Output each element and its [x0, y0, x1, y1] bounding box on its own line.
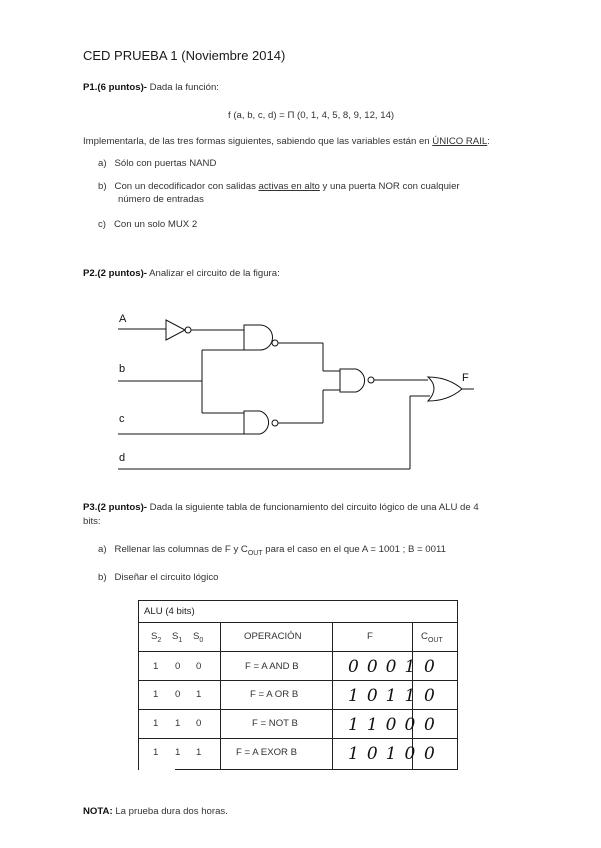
p1-item-c: c) Con un solo MUX 2 [98, 219, 198, 230]
row1-cout-handwritten: 0 [424, 657, 443, 677]
table-border-right [457, 600, 458, 770]
p2-label: P2.(2 puntos)- [83, 268, 147, 279]
row3-op: F = NOT B [252, 718, 298, 729]
table-border-top [138, 600, 458, 601]
row4-cout-handwritten: 0 [424, 744, 443, 764]
row3-f-handwritten: 1100 [348, 715, 424, 735]
note-label: NOTA: [83, 806, 113, 817]
row2-s2: 1 [153, 689, 159, 700]
row1-s1: 0 [175, 661, 181, 672]
row4-f-handwritten: 1010 [348, 744, 424, 764]
header-s2: $S_2$ [151, 631, 162, 644]
note-text: La prueba dura dos horas. [115, 806, 228, 817]
header-f: F [367, 631, 373, 642]
p1-item-b: b) Con un decodificador con salidas activas en alto y una puerta NOR con cualquier [98, 181, 460, 192]
row1-f-handwritten: 0001 [348, 657, 424, 677]
p1-label: P1.(6 puntos)- [83, 82, 147, 93]
row4-s0: 1 [196, 747, 202, 758]
row2-op: F = A OR B [250, 689, 299, 700]
table-row-line-1 [138, 651, 458, 652]
p3-text-line2: bits: [83, 516, 101, 527]
table-row-line-4 [138, 738, 458, 739]
p1-item-a: a) Sólo con puertas NAND [98, 158, 217, 169]
row2-s0: 1 [196, 689, 202, 700]
footer-note [83, 806, 228, 817]
row3-cout-handwritten: 0 [424, 715, 443, 735]
row4-s1: 1 [175, 747, 181, 758]
row3-s0: 0 [196, 718, 202, 729]
p1-function: f (a, b, c, d) = Π (0, 1, 4, 5, 8, 9, 12, 14) [228, 110, 395, 121]
table-col-line-2 [332, 622, 333, 770]
header-s1: $S_1$ [172, 631, 183, 644]
table-row-line-3 [138, 709, 458, 710]
p2-text: Analizar el circuito de la figura: [149, 268, 280, 279]
input-label-b: b [119, 363, 126, 375]
row3-s1: 1 [175, 718, 181, 729]
row1-s0: 0 [196, 661, 202, 672]
table-border-left [138, 600, 139, 770]
input-label-d: d [119, 452, 126, 464]
table-row-line-2 [138, 680, 458, 681]
document-title: CED PRUEBA 1 (Noviembre 2014) [83, 48, 286, 63]
p3-item-a: a) Rellenar las columnas de F y $C_{OUT}$ para el caso en el que A = 1001 ; B = 0011 [98, 544, 446, 557]
table-bottom-line [175, 769, 458, 770]
p3-item-b: b) Diseñar el circuito lógico [98, 572, 219, 583]
row2-s1: 0 [175, 689, 181, 700]
table-header-line [138, 622, 458, 623]
input-label-a: A [119, 313, 127, 325]
header-s0: $S_0$ [193, 631, 204, 644]
row1-op: F = A AND B [245, 661, 299, 672]
p3-text: Dada la siguiente tabla de funcionamiento del circuito lógico de una ALU de 4 [149, 502, 479, 513]
row2-f-handwritten: 1011 [348, 686, 424, 706]
input-label-c: c [119, 413, 125, 425]
row1-s2: 1 [153, 661, 159, 672]
table-col-line-1 [220, 622, 221, 770]
p1-intro: Dada la función: [149, 82, 219, 93]
row2-cout-handwritten: 0 [424, 686, 443, 706]
p3-label: P3.(2 puntos)- [83, 502, 147, 513]
header-operacion: OPERACIÓN [244, 631, 302, 642]
header-cout: $C_{OUT}$ [421, 631, 443, 644]
output-label-f: F [462, 372, 469, 384]
row4-s2: 1 [153, 747, 159, 758]
alu-caption: ALU (4 bits) [144, 606, 195, 617]
row3-s2: 1 [153, 718, 159, 729]
p1-item-b-line2: número de entradas [118, 194, 204, 205]
row4-op: F = A EXOR B [236, 747, 298, 758]
p1-statement: Implementarla, de las tres formas siguientes, sabiendo que las variables están en ÚNICO RAIL: [83, 136, 490, 147]
